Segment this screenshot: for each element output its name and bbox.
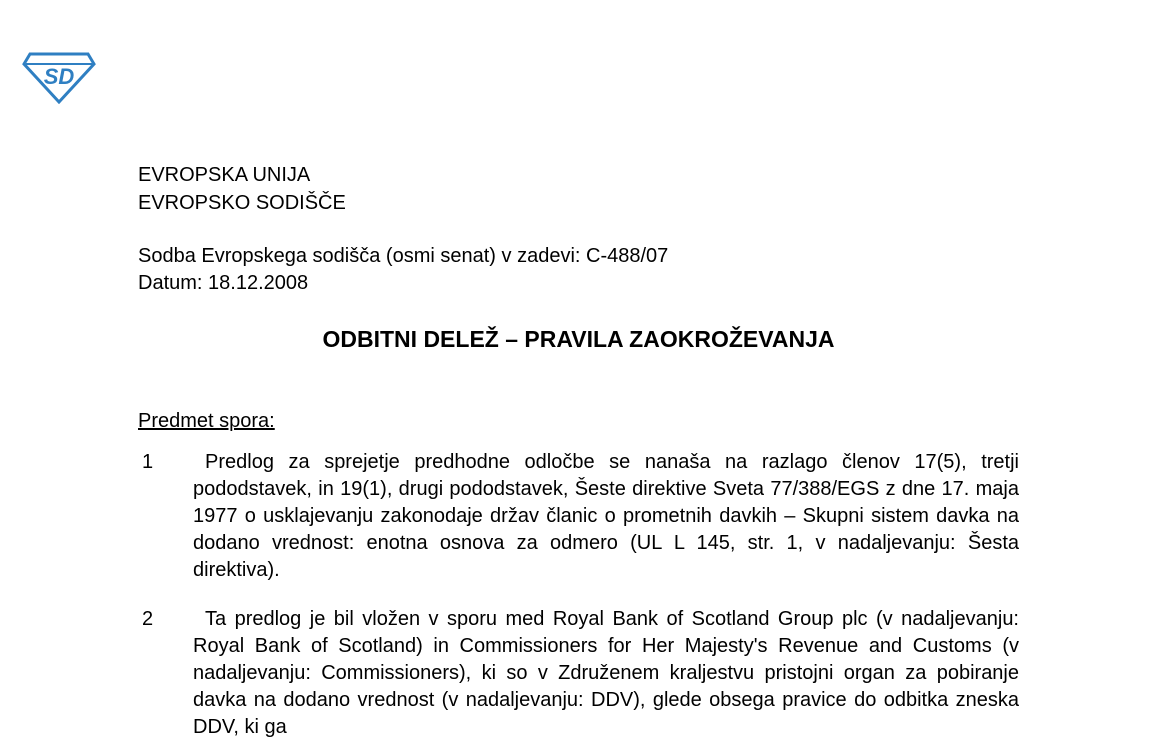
document-title: ODBITNI DELEŽ – PRAVILA ZAOKROŽEVANJA — [322, 326, 835, 352]
case-reference: Sodba Evropskega sodišča (osmi senat) v zadevi: C-488/07 — [138, 245, 669, 267]
paragraph-number: 1 — [142, 451, 154, 473]
case-date: Datum: 18.12.2008 — [138, 272, 309, 294]
court-logo — [22, 48, 96, 104]
section-heading: Predmet spora: — [138, 410, 275, 432]
paragraph-number: 2 — [142, 608, 154, 630]
logo-lettering: SD — [43, 64, 75, 89]
paragraph-text: Predlog za sprejetje predhodne odločbe se nanaša na razlago členov 17(5), tretji pododstavek, in 19(1), drugi pododstavek, Šeste direktive Sveta 77/388/EGS z dne 17. maja 1977 o usklajevanju zakonodaje držav članic o prometnih davkih – Skupni sistem davka na dodano vrednost: enotna osnova za odmero (UL L 145, str. 1, v nadaljevanju: Šesta direktiva). — [193, 451, 1019, 581]
paragraph-text: Ta predlog je bil vložen v sporu med Royal Bank of Scotland Group plc (v nadaljevanju: Royal Bank of Scotland) in Commissioners for Her Majesty's Revenue and Customs (v nadaljevanju: Commissioners), ki so v Združenem kraljestvu pristojni organ za pobiranje davka na dodano vrednost (v nadaljevanju: DDV), glede obsega pravice do odbitka zneska DDV, ki ga — [193, 608, 1019, 738]
header-line-1: EVROPSKA UNIJA — [138, 164, 311, 186]
header-line-2: EVROPSKO SODIŠČE — [138, 192, 346, 214]
